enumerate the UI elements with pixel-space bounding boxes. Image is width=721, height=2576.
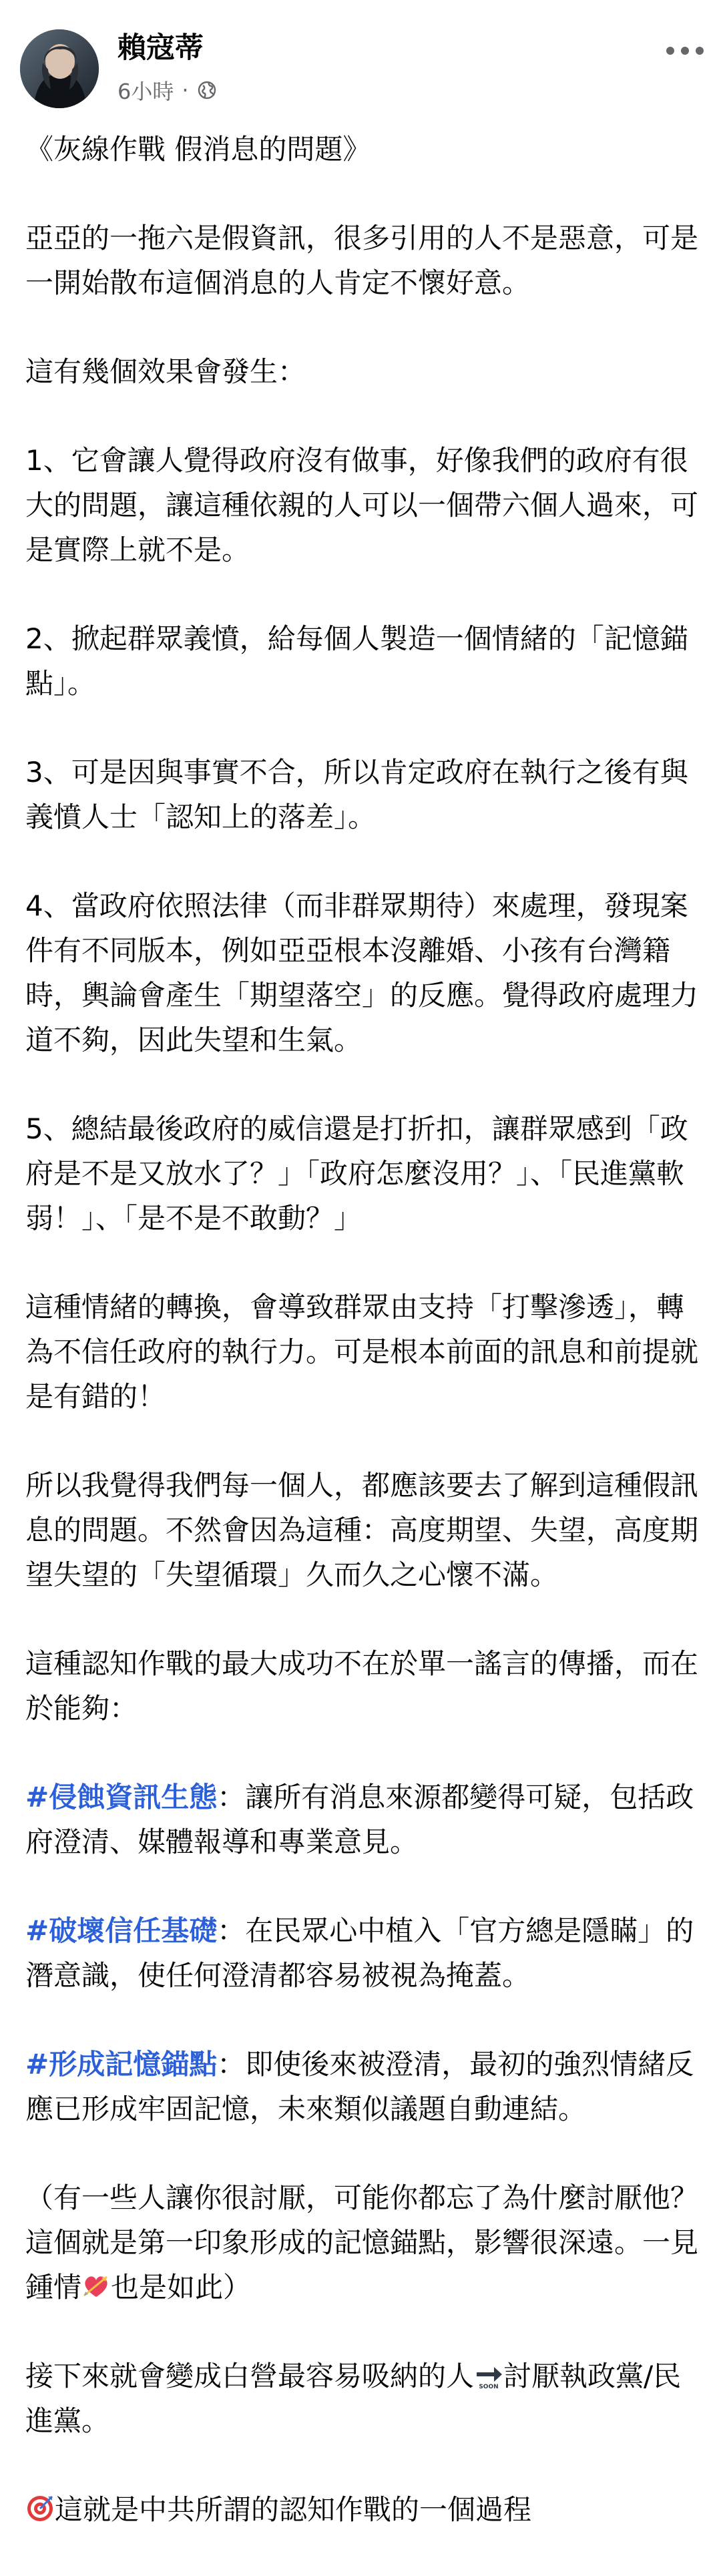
first-impression-tail: 也是如此） — [111, 2271, 252, 2304]
hashtag-description: ：在民眾心中植入「官方總是隱瞞」的潛意識，使任何澄清都容易被視為掩蓋。 — [25, 1914, 694, 1992]
post-header — [0, 0, 721, 127]
globe-icon[interactable] — [197, 80, 217, 100]
hashtag-description: ：即使後來被澄清，最初的強烈情緒反應已形成牢固記憶，未來類似議題自動連結。 — [25, 2048, 694, 2125]
paragraph-point-5: 5、總結最後政府的威信還是打折扣，讓群眾感到「政府是不是又放水了？」「政府怎麼沒用？」、「民進黨軟弱！」、「是不是不敢動？」 — [25, 1112, 688, 1235]
conclusion-text: 這就是中共所謂的認知作戰的一個過程 — [55, 2493, 532, 2526]
paragraph-emotion-shift: 這種情緒的轉換，會導致群眾由支持「打擊滲透」，轉為不信任政府的執行力。可是根本前面的訊息和前提就是有錯的！ — [25, 1291, 699, 1413]
paragraph-effects-heading: 這有幾個效果會發生： — [25, 355, 306, 388]
hashtag-link[interactable]: #破壞信任基礎 — [25, 1914, 218, 1947]
hashtag-link[interactable]: #形成記憶錨點 — [25, 2048, 218, 2081]
paragraph-point-4: 4、當政府依照法律（而非群眾期待）來處理，發現案件有不同版本，例如亞亞根本沒離婚、小孩有台灣籍時，輿論會產生「期望落空」的反應。覺得政府處理力道不夠，因此失望和生氣。 — [25, 889, 699, 1056]
hashtag-description: ：讓所有消息來源都變得可疑，包括政府澄清、媒體報導和專業意見。 — [25, 1781, 694, 1858]
paragraph-hashtag-1 — [25, 1775, 706, 1864]
svg-text:SOON: SOON — [479, 2384, 499, 2390]
hashtag-link[interactable]: #侵蝕資訊生態 — [25, 1781, 218, 1813]
paragraph-disappointment-cycle: 所以我覺得我們每一個人，都應該要去了解到這種假訊息的問題。不然會因為這種：高度期望、失望，高度期望失望的「失望循環」久而久之心懷不滿。 — [25, 1469, 699, 1591]
paragraph-cognitive-warfare: 這種認知作戰的最大成功不在於單一謠言的傳播，而在於能夠： — [25, 1647, 699, 1725]
paragraph-point-1: 1、它會讓人覺得政府沒有做事，好像我們的政府有很大的問題，讓這種依親的人可以一個帶六個人過來，可是實際上就不是。 — [25, 444, 699, 566]
target-emoji — [25, 2491, 55, 2521]
heart-arrow-emoji — [81, 2269, 111, 2298]
paragraph-conclusion — [25, 2487, 706, 2532]
meta-separator: · — [182, 77, 189, 103]
author-name[interactable]: 賴寇蒂 — [117, 31, 204, 65]
white-camp-text: 接下來就會變成白營最容易吸納的人 — [25, 2360, 475, 2392]
paragraph-hashtag-2 — [25, 1908, 706, 1998]
post-meta — [117, 75, 217, 105]
post-title: 《灰線作戰 假消息的問題》 — [25, 133, 371, 166]
paragraph-point-2: 2、掀起群眾義憤，給每個人製造一個情緒的「記憶錨點」。 — [25, 622, 688, 700]
more-horizontal-icon — [665, 46, 705, 55]
paragraph-intro: 亞亞的一拖六是假資訊，很多引用的人不是惡意，可是一開始散布這個消息的人肯定不懷好意。 — [25, 222, 699, 299]
avatar-image — [20, 29, 99, 108]
more-options-button[interactable] — [661, 35, 709, 67]
paragraph-white-camp — [25, 2354, 706, 2443]
soon-arrow-emoji — [474, 2358, 503, 2390]
paragraph-point-3: 3、可是因與事實不合，所以肯定政府在執行之後有與義憤人士「認知上的落差」。 — [25, 756, 688, 833]
avatar[interactable] — [20, 29, 99, 108]
post-body — [25, 127, 706, 2576]
post-time[interactable]: 6小時 — [117, 79, 174, 104]
first-impression-text: （有一些人讓你很討厭，可能你都忘了為什麼討厭他？這個就是第一印象形成的記憶錨點，影響很深遠。一見鍾情 — [25, 2181, 699, 2304]
white-camp-tail: 討厭執政黨/民進黨。 — [25, 2360, 682, 2437]
paragraph-hashtag-3 — [25, 2042, 706, 2131]
paragraph-first-impression — [25, 2175, 706, 2310]
